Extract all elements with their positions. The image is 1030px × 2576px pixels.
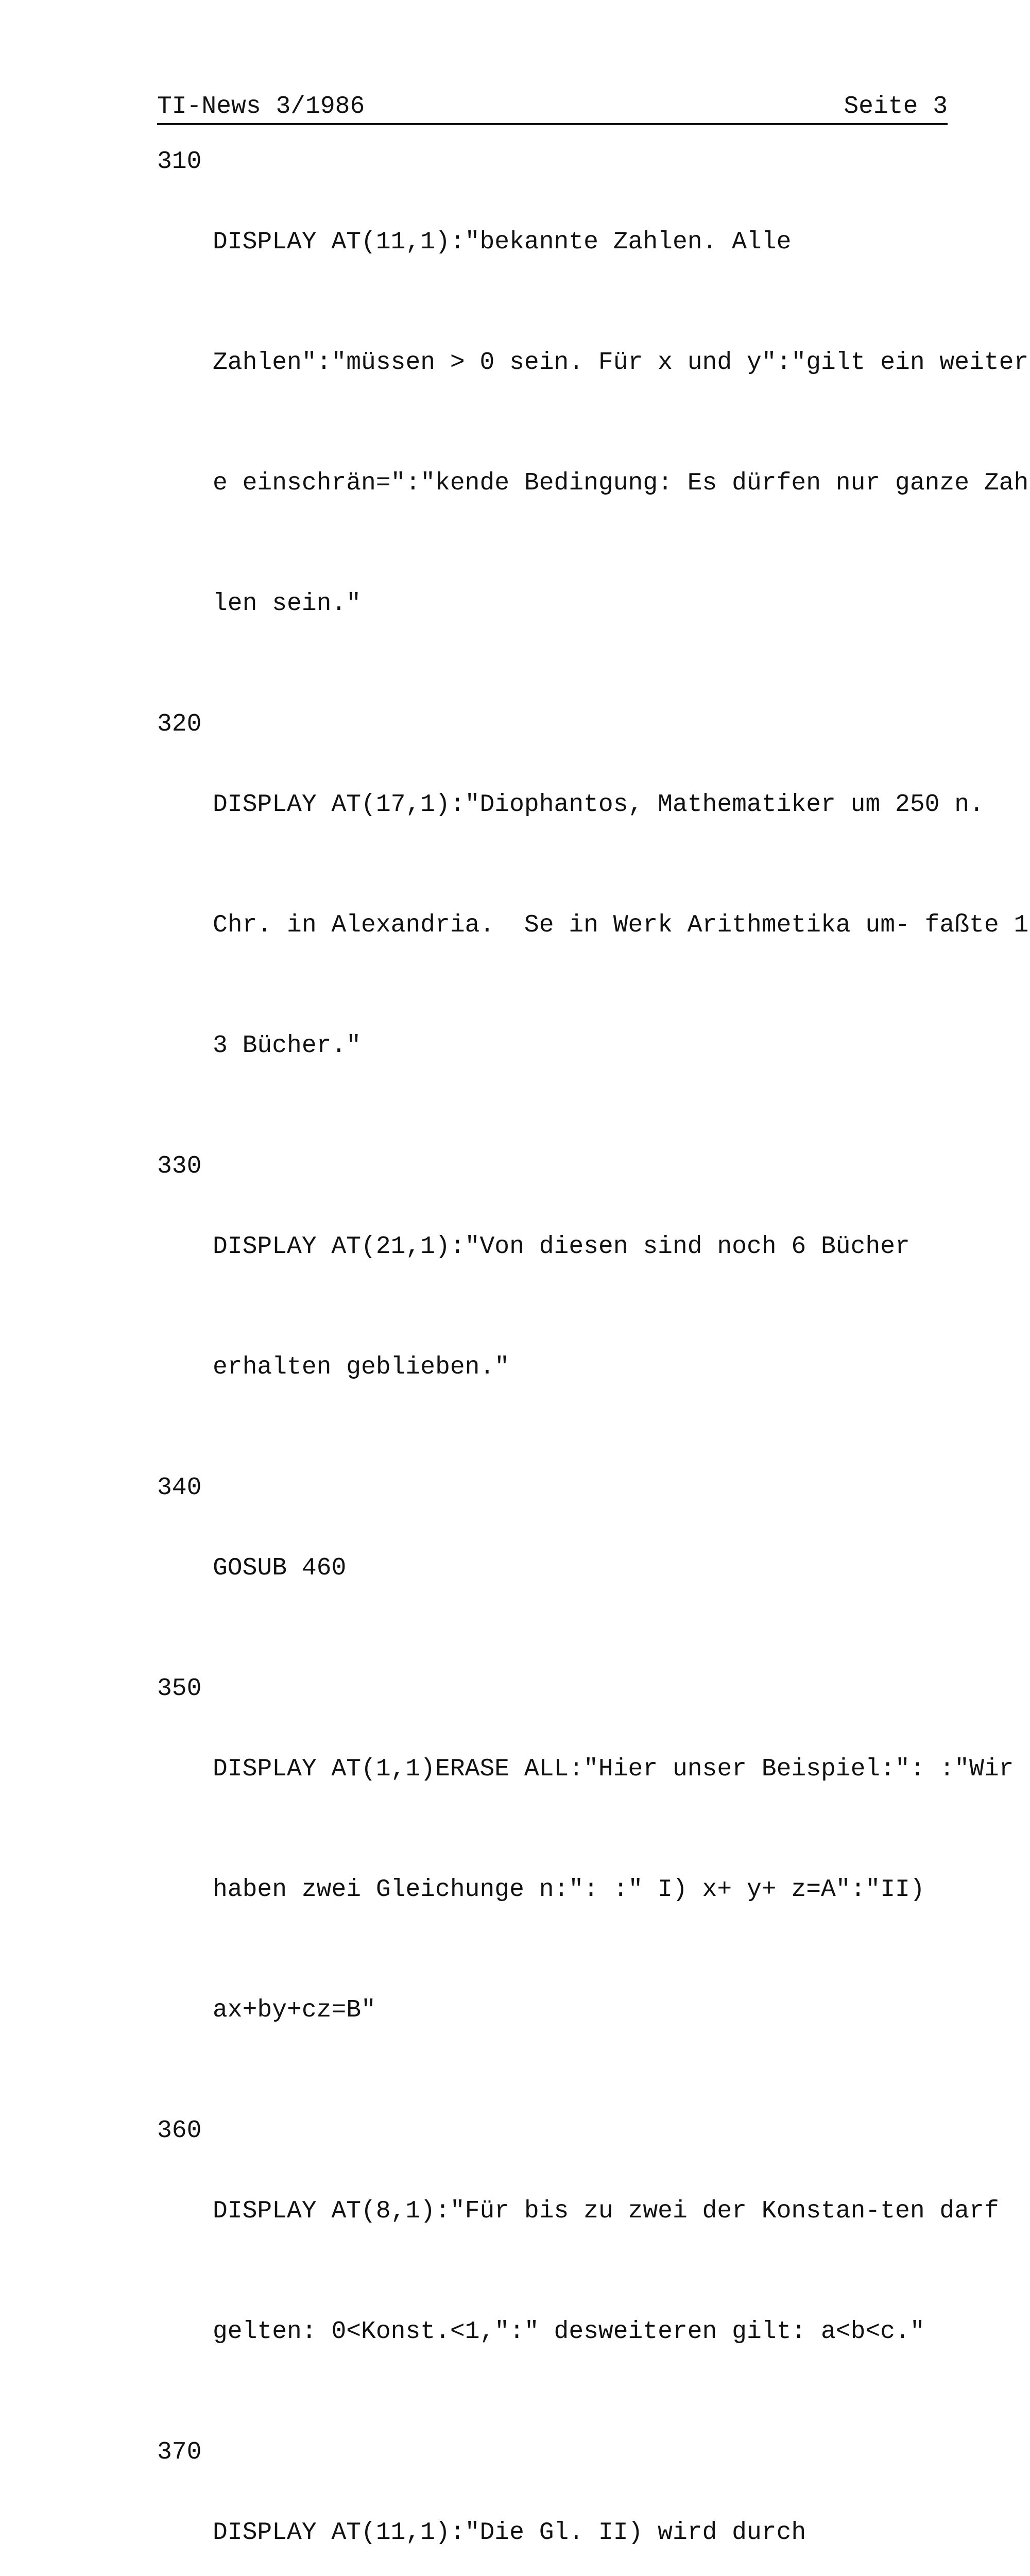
line-number: 330 (157, 1153, 202, 1180)
code-line-370 (157, 2432, 960, 2576)
code-line-350 (157, 1669, 1014, 2111)
basic-program-listing (157, 142, 1029, 2576)
statement-row: 3 Bücher." (213, 1032, 362, 1060)
statement-text (213, 2111, 999, 2432)
statement-row: GOSUB 460 (213, 1554, 347, 1582)
line-number: 360 (157, 2117, 202, 2145)
statement-row: DISPLAY AT(11,1):"Die Gl. II) wird durch (213, 2519, 806, 2547)
statement-row: Zahlen":"müssen > 0 sein. Für x und y":"gilt ein weiter (213, 349, 1029, 377)
line-number: 320 (157, 710, 202, 738)
code-line-360 (157, 2111, 999, 2432)
line-number: 310 (157, 148, 202, 176)
code-line-340 (157, 1468, 960, 1669)
statement-row: gelten: 0<Konst.<1,":" desweiteren gilt: a<b<c." (213, 2318, 925, 2346)
code-line-330 (157, 1146, 960, 1468)
statement-row: haben zwei Gleichunge n:": :" I) x+ y+ z=A":"II) (213, 1876, 925, 1904)
statement-text (213, 1669, 1014, 2111)
statement-row: e einschrän=":"kende Bedingung: Es dürfen nur ganze Zah (213, 469, 1029, 497)
statement-text (213, 1468, 960, 1669)
statement-text (213, 1146, 960, 1468)
statement-row: DISPLAY AT(11,1):"bekannte Zahlen. Alle (213, 228, 792, 256)
line-number: 350 (157, 1675, 202, 1703)
statement-text (213, 2432, 960, 2576)
code-line-310 (157, 142, 1029, 704)
code-line-320 (157, 704, 1029, 1146)
statement-text (213, 704, 1029, 1146)
statement-row: DISPLAY AT(17,1):"Diophantos, Mathematiker um 250 n. (213, 791, 984, 819)
publication-title: TI-News 3/1986 (157, 93, 365, 121)
page-header (157, 90, 948, 125)
statement-row: ax+by+cz=B" (213, 1996, 376, 2024)
line-number: 370 (157, 2438, 202, 2466)
statement-row: DISPLAY AT(8,1):"Für bis zu zwei der Konstan-ten darf (213, 2197, 999, 2225)
statement-row: erhalten geblieben." (213, 1353, 510, 1381)
page-number: Seite 3 (844, 93, 948, 121)
statement-row: DISPLAY AT(21,1):"Von diesen sind noch 6 Bücher (213, 1233, 910, 1261)
statement-row: DISPLAY AT(1,1)ERASE ALL:"Hier unser Beispiel:": :"Wir (213, 1755, 1014, 1783)
statement-text (213, 142, 1029, 704)
statement-row: len sein." (213, 590, 362, 618)
statement-row: Chr. in Alexandria. Se in Werk Arithmetika um- faßte 1 (213, 911, 1029, 939)
line-number: 340 (157, 1474, 202, 1502)
